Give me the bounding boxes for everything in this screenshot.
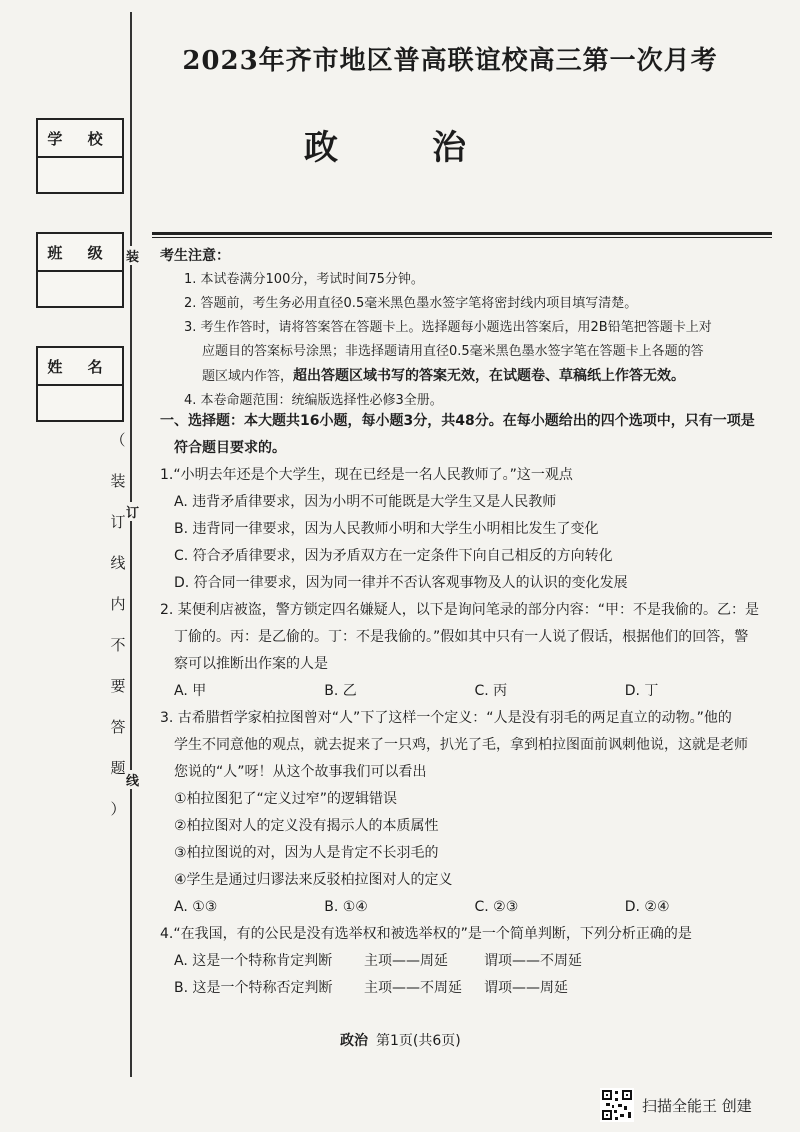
school-box[interactable] xyxy=(36,118,124,194)
q2-option-c: C. 丙 xyxy=(474,683,508,699)
q4-b-judgment: B. 这是一个特称否定判断 xyxy=(174,980,333,996)
notice-item: 题区域内作答， xyxy=(202,369,294,384)
q1-stem: 1.“小明去年还是个大学生，现在已经是一名人民教师了。”这一观点 xyxy=(160,467,573,483)
notice-item: 2. 答题前，考生务必用直径0.5毫米黑色墨水签字笔将密封线内项目填写清楚。 xyxy=(184,296,638,311)
q3-statement: ③柏拉图说的对，因为人是肯定不长羽毛的 xyxy=(174,845,439,861)
q3-option-a: A. ①③ xyxy=(174,899,218,915)
school-field[interactable] xyxy=(38,158,122,192)
q2-stem-cont: 丁偷的。丙：是乙偷的。丁：不是我偷的。”假如其中只有一人说了假话，根据他们的回答，警 xyxy=(174,629,749,645)
q2-option-a: A. 甲 xyxy=(174,683,207,699)
candidate-notice xyxy=(160,244,775,413)
q2-options xyxy=(160,678,775,705)
q4-b-subject: 主项——不周延 xyxy=(364,980,462,996)
q3-stem: 3. 古希腊哲学家柏拉图曾对“人”下了这样一个定义：“人是没有羽毛的两足直立的动物。”他的 xyxy=(160,710,732,726)
notice-item-line xyxy=(160,364,775,389)
q3-stem-cont: 学生不同意他的观点，就去捉来了一只鸡，扒光了毛，拿到柏拉图面前讽刺他说，这就是老师 xyxy=(174,737,748,753)
q3-option-c: C. ②③ xyxy=(474,899,519,915)
page-footer xyxy=(340,1030,461,1050)
q3-options xyxy=(160,894,775,921)
q3-statement: ②柏拉图对人的定义没有揭示人的本质属性 xyxy=(174,818,439,834)
q4-b-predicate: 谓项——周延 xyxy=(484,980,568,996)
scanner-text: 扫描全能王 创建 xyxy=(642,1096,752,1115)
q4-a-predicate: 谓项——不周延 xyxy=(484,953,582,969)
exam-title: 2023年齐市地区普高联谊校高三第一次月考 xyxy=(182,46,718,76)
q3-option-d: D. ②④ xyxy=(624,899,670,915)
class-box[interactable] xyxy=(36,232,124,308)
q4-a-subject: 主项——周延 xyxy=(364,953,448,969)
note-char: 要 xyxy=(110,677,126,695)
name-label: 姓 名 xyxy=(38,348,122,386)
q2-option-d: D. 丁 xyxy=(624,683,659,699)
binding-char-xian: 线 xyxy=(126,770,139,789)
note-char: 不 xyxy=(110,636,126,654)
q2-option-b: B. 乙 xyxy=(324,683,357,699)
scanner-watermark xyxy=(600,1088,752,1122)
footer-page-number: 第1页(共6页) xyxy=(376,1033,461,1049)
qr-code-icon xyxy=(600,1088,634,1122)
name-field[interactable] xyxy=(38,386,122,420)
notice-item: 1. 本试卷满分100分，考试时间75分钟。 xyxy=(184,272,424,287)
q3-statement: ④学生是通过归谬法来反驳柏拉图对人的定义 xyxy=(174,872,453,888)
class-field[interactable] xyxy=(38,272,122,306)
notice-item: 4. 本卷命题范围：统编版选择性必修3全册。 xyxy=(184,393,443,408)
header-rule-thick xyxy=(152,232,772,235)
school-label: 学 校 xyxy=(38,120,122,158)
note-char: 内 xyxy=(110,595,126,613)
section-heading: 一、选择题：本大题共16小题，每小题3分，共48分。在每小题给出的四个选项中，只有一项是 xyxy=(160,413,755,429)
q4-a-judgment: A. 这是一个特称肯定判断 xyxy=(174,953,333,969)
name-box[interactable] xyxy=(36,346,124,422)
binding-char-ding: 订 xyxy=(126,502,139,521)
binding-char-zhuang: 装 xyxy=(126,246,139,265)
notice-emphasis: 超出答题区域书写的答案无效，在试题卷、草稿纸上作答无效。 xyxy=(293,368,686,384)
notice-item: 应题目的答案标号涂黑；非选择题请用直径0.5毫米黑色墨水签字笔在答题卡上各题的答 xyxy=(202,344,704,359)
q3-stem-cont: 您说的“人”呀！从这个故事我们可以看出 xyxy=(174,764,427,780)
q4-option-a xyxy=(160,948,775,975)
exam-subject: 政 治 xyxy=(304,128,496,168)
note-char: 题 xyxy=(110,759,126,777)
binding-line xyxy=(130,12,132,1077)
footer-subject: 政治 xyxy=(340,1033,368,1049)
class-label: 班 级 xyxy=(38,234,122,272)
note-char: ） xyxy=(110,800,126,818)
note-char: （ xyxy=(110,431,126,449)
q3-option-b: B. ①④ xyxy=(324,899,368,915)
q1-option-b: B. 违背同一律要求，因为人民教师小明和大学生小明相比发生了变化 xyxy=(174,521,599,537)
q1-option-c: C. 符合矛盾律要求，因为矛盾双方在一定条件下向自己相反的方向转化 xyxy=(174,548,613,564)
q2-stem-cont: 察可以推断出作案的人是 xyxy=(174,656,328,672)
section-heading-cont: 符合题目要求的。 xyxy=(174,440,286,456)
notice-heading: 考生注意： xyxy=(160,248,230,264)
notice-item: 3. 考生作答时，请将答案答在答题卡上。选择题每小题选出答案后，用2B铅笔把答题卡上对 xyxy=(184,320,712,335)
q1-option-a: A. 违背矛盾律要求，因为小明不可能既是大学生又是人民教师 xyxy=(174,494,557,510)
header-rule-thin xyxy=(152,237,772,238)
note-char: 订 xyxy=(110,513,126,531)
q2-stem: 2. 某便利店被盗，警方锁定四名嫌疑人，以下是询问笔录的部分内容：“甲：不是我偷的。乙：是 xyxy=(160,602,760,618)
question-area xyxy=(160,408,775,1002)
q3-statement: ①柏拉图犯了“定义过窄”的逻辑错误 xyxy=(174,791,398,807)
note-char: 答 xyxy=(110,718,126,736)
binding-warning xyxy=(108,420,128,830)
q1-option-d: D. 符合同一律要求，因为同一律并不否认客观事物及人的认识的变化发展 xyxy=(174,575,628,591)
q4-option-b xyxy=(160,975,775,1002)
note-char: 线 xyxy=(110,554,126,572)
note-char: 装 xyxy=(110,472,126,490)
q4-stem: 4.“在我国，有的公民是没有选举权和被选举权的”是一个简单判断，下列分析正确的是 xyxy=(160,926,692,942)
